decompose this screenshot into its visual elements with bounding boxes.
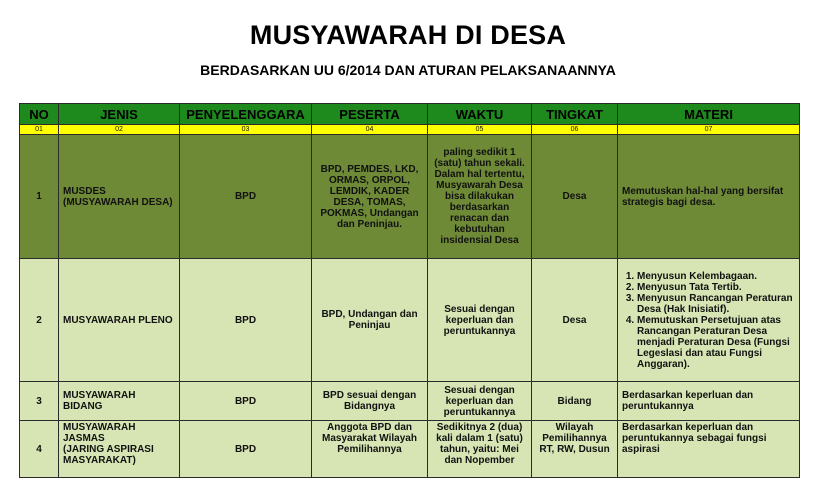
cell-penyelenggara: BPD	[180, 135, 312, 259]
cell-waktu: Sedikitnya 2 (dua) kali dalam 1 (satu) tahun, yaitu: Mei dan Nopember	[428, 421, 532, 478]
cell-tingkat: Desa	[532, 135, 618, 259]
cell-no: 3	[20, 382, 59, 421]
cell-jenis: MUSYAWARAH PLENO	[59, 259, 180, 382]
jenis-line: MASYARAKAT)	[63, 455, 136, 466]
cell-waktu: Sesuai dengan keperluan dan peruntukannya	[428, 382, 532, 421]
header-waktu: WAKTU	[428, 104, 532, 125]
jenis-line: MUSYAWARAH	[63, 422, 136, 433]
cell-penyelenggara: BPD	[180, 421, 312, 478]
list-item: 1. Menyusun Kelembagaan.	[637, 271, 795, 282]
col-number: 01	[20, 125, 59, 135]
col-number: 05	[428, 125, 532, 135]
header-tingkat: TINGKAT	[532, 104, 618, 125]
col-number: 02	[59, 125, 180, 135]
col-number: 06	[532, 125, 618, 135]
cell-peserta: BPD, PEMDES, LKD, ORMAS, ORPOL, LEMDIK, KADER DESA, TOMAS, POKMAS, Undangan dan Peninjau.	[312, 135, 428, 259]
cell-jenis: MUSDES (MUSYAWARAH DESA)	[59, 135, 180, 259]
page-subtitle: BERDASARKAN UU 6/2014 DAN ATURAN PELAKSANAANNYA	[200, 62, 616, 78]
jenis-line: (JARING ASPIRASI	[63, 444, 154, 455]
cell-materi	[618, 259, 800, 382]
header-peserta: PESERTA	[312, 104, 428, 125]
cell-materi: Berdasarkan keperluan dan peruntukannya	[618, 382, 800, 421]
column-number-row	[20, 125, 800, 135]
cell-tingkat: Wilayah Pemilihannya RT, RW, Dusun	[532, 421, 618, 478]
cell-jenis	[59, 421, 180, 478]
header-no: NO	[20, 104, 59, 125]
cell-peserta: Anggota BPD dan Masyarakat Wilayah Pemilihannya	[312, 421, 428, 478]
cell-peserta: BPD, Undangan dan Peninjau	[312, 259, 428, 382]
table-row	[20, 382, 800, 421]
header-materi: MATERI	[618, 104, 800, 125]
header-jenis: JENIS	[59, 104, 180, 125]
cell-penyelenggara: BPD	[180, 259, 312, 382]
table-row	[20, 259, 800, 382]
cell-no: 4	[20, 421, 59, 478]
table-row	[20, 421, 800, 478]
header-penyelenggara: PENYELENGGARA	[180, 104, 312, 125]
cell-waktu: Sesuai dengan keperluan dan peruntukannya	[428, 259, 532, 382]
table-row	[20, 135, 800, 259]
cell-tingkat: Bidang	[532, 382, 618, 421]
cell-waktu: paling sedikit 1 (satu) tahun sekali. Dalam hal tertentu, Musyawarah Desa bisa dilakukan berdasarkan renacan dan kebutuhan insidensial Desa	[428, 135, 532, 259]
cell-penyelenggara: BPD	[180, 382, 312, 421]
cell-tingkat: Desa	[532, 259, 618, 382]
cell-peserta: BPD sesuai dengan Bidangnya	[312, 382, 428, 421]
musyawarah-table	[19, 103, 800, 478]
materi-list	[622, 271, 795, 370]
cell-jenis: MUSYAWARAH BIDANG	[59, 382, 180, 421]
list-item: 3. Menyusun Rancangan Peraturan Desa (Hak Inisiatif).	[637, 293, 795, 315]
cell-materi: Berdasarkan keperluan dan peruntukannya sebagai fungsi aspirasi	[618, 421, 800, 478]
list-item: 4. Memutuskan Persetujuan atas Rancangan Peraturan Desa menjadi Peraturan Desa (Fungsi Legeslasi dan atau Fungsi Anggaran).	[637, 315, 795, 370]
cell-materi: Memutuskan hal-hal yang bersifat strategis bagi desa.	[618, 135, 800, 259]
col-number: 03	[180, 125, 312, 135]
cell-no: 2	[20, 259, 59, 382]
col-number: 07	[618, 125, 800, 135]
col-number: 04	[312, 125, 428, 135]
header-row	[20, 104, 800, 125]
list-item: 2. Menyusun Tata Tertib.	[637, 282, 795, 293]
cell-no: 1	[20, 135, 59, 259]
page-title: MUSYAWARAH DI DESA	[249, 20, 567, 50]
jenis-line: JASMAS	[63, 433, 105, 444]
